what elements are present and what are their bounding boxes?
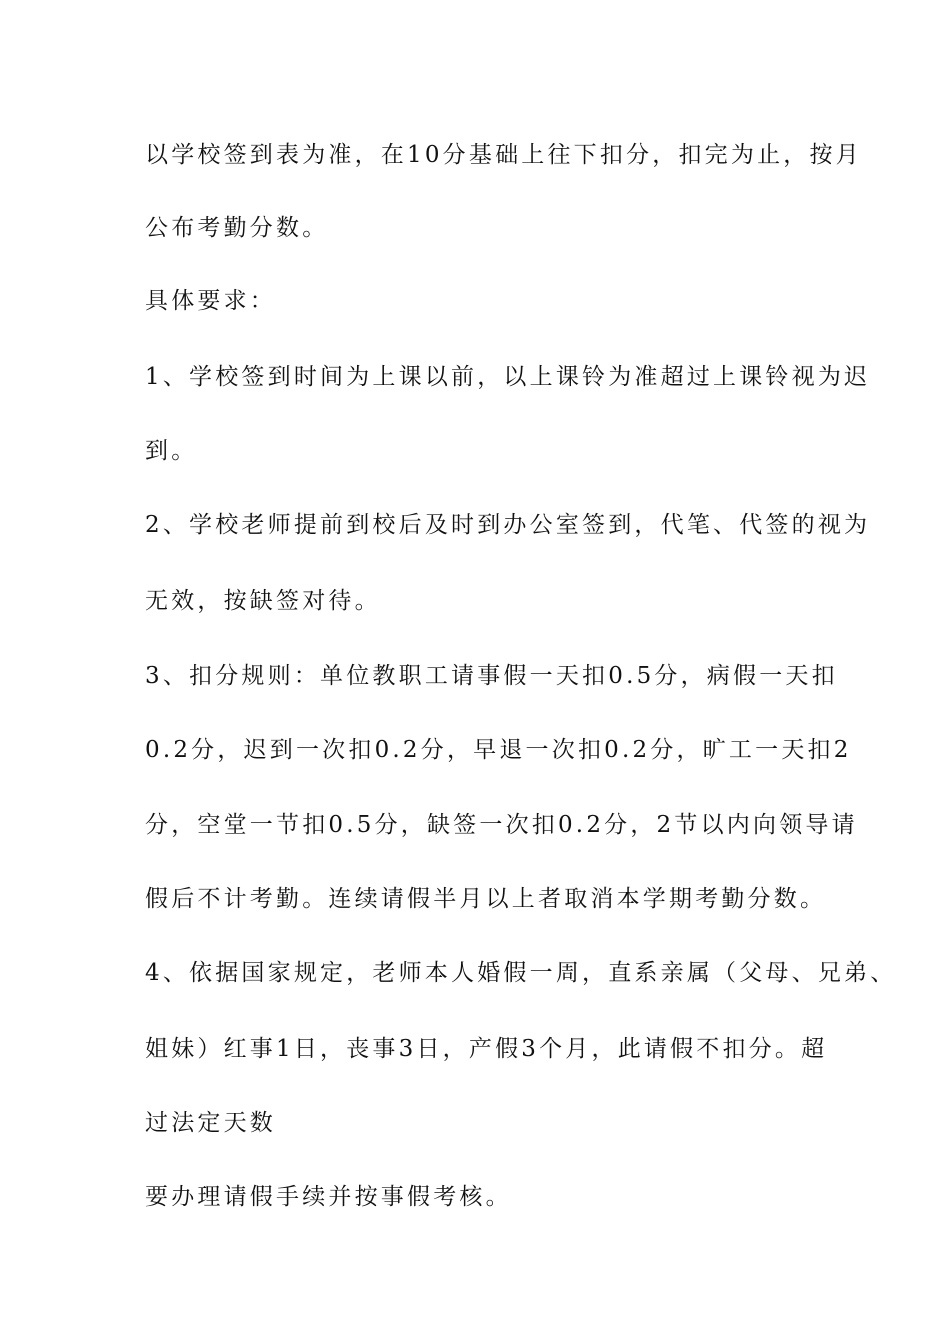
text-line: 0.2分，迟到一次扣0.2分，早退一次扣0.2分，旷工一天扣2: [145, 737, 852, 763]
text-line: 4、依据国家规定，老师本人婚假一周，直系亲属（父母、兄弟、: [145, 960, 897, 986]
text-line: 公布考勤分数。: [145, 215, 329, 241]
text-line: 假后不计考勤。连续请假半月以上者取消本学期考勤分数。: [145, 886, 827, 912]
text-line: 3、扣分规则：单位教职工请事假一天扣0.5分，病假一天扣: [145, 663, 838, 689]
text-line: 无效，按缺签对待。: [145, 588, 381, 614]
text-line: 到。: [145, 438, 198, 464]
text-line: 1、学校签到时间为上课以前，以上课铃为准超过上课铃视为迟: [145, 364, 871, 390]
text-line: 2、学校老师提前到校后及时到办公室签到，代笔、代签的视为: [145, 512, 871, 538]
section-heading: 具体要求：: [145, 288, 276, 314]
text-line: 分，空堂一节扣0.5分，缺签一次扣0.2分，2节以内向领导请: [145, 812, 858, 838]
text-line: 以学校签到表为准，在10分基础上往下扣分，扣完为止，按月: [145, 142, 862, 168]
text-line: 姐妹）红事1日，丧事3日，产假3个月，此请假不扣分。超: [145, 1036, 828, 1062]
text-line: 要办理请假手续并按事假考核。: [145, 1184, 512, 1210]
text-line: 过法定天数: [145, 1110, 276, 1136]
